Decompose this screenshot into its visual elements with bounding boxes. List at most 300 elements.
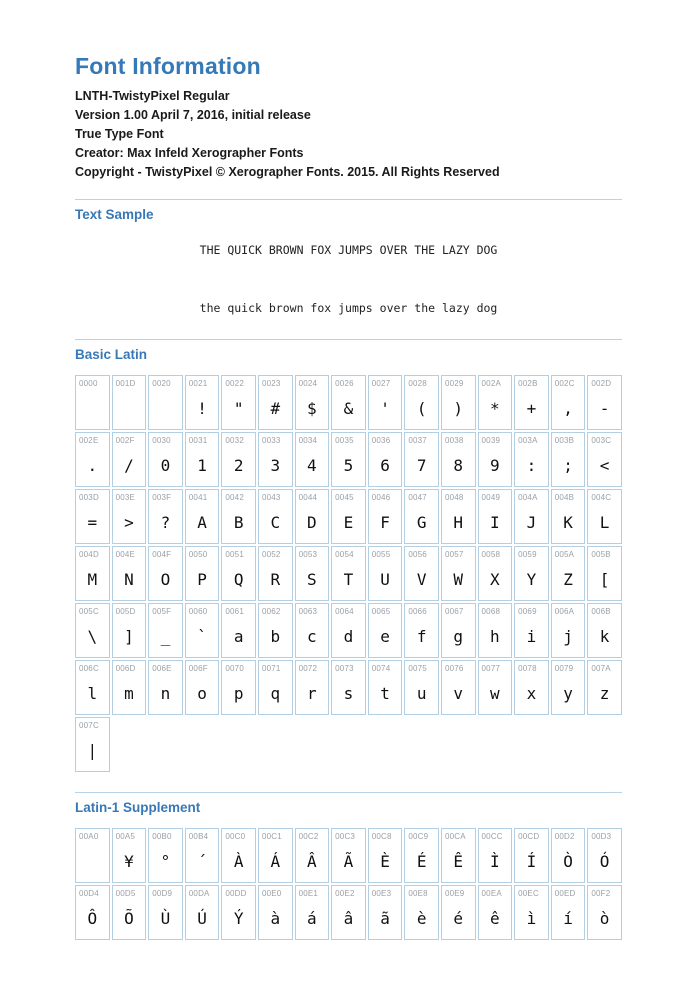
glyph-cell [75, 489, 110, 544]
glyph-character: : [526, 456, 537, 475]
glyph-code-label: 00A0 [79, 832, 99, 841]
glyph-code-label: 00CC [481, 832, 503, 841]
glyph-character: < [599, 456, 610, 475]
glyph-character: Ù [160, 909, 171, 928]
glyph-character: , [563, 399, 573, 418]
glyph-cell [551, 375, 586, 430]
glyph-character: â [343, 909, 354, 928]
document-page [75, 0, 622, 940]
glyph-cell [295, 660, 330, 715]
glyph-cell [368, 885, 403, 940]
glyph-character: A [197, 513, 207, 532]
glyph-character: ê [490, 909, 500, 928]
glyph-character: L [599, 513, 610, 532]
glyph-character: S [307, 570, 317, 589]
glyph-cell [331, 375, 366, 430]
glyph-code-label: 006D [115, 664, 136, 673]
glyph-code-label: 00ED [554, 889, 576, 898]
glyph-table-row [75, 546, 622, 601]
font-creator-line: Creator: Max Infeld Xerographer Fonts [75, 146, 304, 160]
glyph-code-label: 0064 [335, 607, 354, 616]
glyph-cell [404, 375, 439, 430]
glyph-cell [75, 885, 110, 940]
latin1-supplement-glyph-table [75, 828, 622, 940]
text-sample-heading: Text Sample [75, 207, 154, 222]
section-divider [75, 339, 622, 340]
glyph-code-label: 0039 [481, 436, 501, 445]
glyph-cell [185, 375, 220, 430]
glyph-cell [478, 432, 513, 487]
glyph-character: K [563, 513, 573, 532]
glyph-code-label: 0079 [554, 664, 574, 673]
glyph-character: t [380, 684, 390, 703]
font-version-line: Version 1.00 April 7, 2016, initial release [75, 108, 311, 122]
glyph-code-label: 007A [591, 664, 611, 673]
glyph-character: 3 [270, 456, 281, 475]
glyph-code-label: 00CD [518, 832, 540, 841]
glyph-cell [587, 375, 622, 430]
glyph-code-label: 00CA [444, 832, 466, 841]
glyph-cell [258, 432, 293, 487]
glyph-code-label: 006C [79, 664, 99, 673]
glyph-character: ° [160, 852, 171, 871]
glyph-cell [551, 603, 586, 658]
glyph-character: - [599, 399, 610, 418]
glyph-character: J [526, 513, 537, 532]
glyph-character: x [526, 684, 537, 703]
latin1-supplement-heading: Latin-1 Supplement [75, 800, 201, 815]
glyph-code-label: 0024 [298, 379, 318, 388]
glyph-code-label: 0020 [152, 379, 171, 388]
glyph-code-label: 005C [79, 607, 99, 616]
glyph-cell [295, 603, 330, 658]
glyph-code-label: 00C8 [371, 832, 392, 841]
glyph-code-label: 00D9 [152, 889, 173, 898]
glyph-code-label: 0038 [444, 436, 464, 445]
glyph-cell [514, 432, 549, 487]
glyph-code-label: 0060 [188, 607, 208, 616]
glyph-cell [258, 660, 293, 715]
glyph-code-label: 00C2 [298, 832, 319, 841]
glyph-character: + [526, 399, 537, 418]
glyph-code-label: 0074 [371, 664, 391, 673]
glyph-character: Â [307, 852, 317, 871]
glyph-code-label: 0077 [481, 664, 501, 673]
glyph-code-label: 00E9 [444, 889, 465, 898]
glyph-character: v [453, 684, 464, 703]
glyph-character: à [270, 909, 281, 928]
glyph-cell [368, 660, 403, 715]
glyph-code-label: 0072 [298, 664, 318, 673]
glyph-cell [404, 885, 439, 940]
glyph-cell [295, 546, 330, 601]
glyph-code-label: 004A [518, 493, 538, 502]
glyph-cell [148, 660, 183, 715]
glyph-cell [551, 489, 586, 544]
glyph-cell [587, 546, 622, 601]
glyph-character: è [416, 909, 427, 928]
glyph-code-label: 0078 [518, 664, 537, 673]
glyph-code-label: 0021 [188, 379, 208, 388]
glyph-code-label: 0042 [225, 493, 244, 502]
glyph-cell [404, 546, 439, 601]
glyph-cell [258, 546, 293, 601]
glyph-code-label: 0046 [371, 493, 391, 502]
glyph-character: a [233, 627, 244, 646]
glyph-code-label: 003E [115, 493, 136, 502]
glyph-cell [404, 660, 439, 715]
glyph-cell [551, 885, 586, 940]
glyph-code-label: 0044 [298, 493, 318, 502]
glyph-character: Y [526, 570, 537, 589]
glyph-character: ; [563, 456, 573, 475]
glyph-code-label: 00E0 [261, 889, 282, 898]
font-type-line: True Type Font [75, 127, 164, 141]
glyph-character: Z [563, 570, 573, 589]
glyph-code-label: 002A [481, 379, 502, 388]
glyph-table-row [75, 717, 622, 772]
glyph-code-label: 005B [591, 550, 611, 559]
glyph-cell [514, 489, 549, 544]
glyph-character: é [453, 909, 464, 928]
font-info-block [75, 87, 622, 182]
glyph-cell [75, 660, 110, 715]
glyph-code-label: 003D [79, 493, 99, 502]
glyph-cell [551, 432, 586, 487]
glyph-table-row [75, 375, 622, 430]
glyph-cell [75, 717, 110, 772]
glyph-cell [148, 603, 183, 658]
glyph-character: j [563, 627, 573, 646]
glyph-character: Í [526, 852, 537, 871]
glyph-code-label: 0073 [335, 664, 354, 673]
glyph-cell [551, 828, 586, 883]
glyph-cell [368, 828, 403, 883]
glyph-code-label: 0043 [261, 493, 281, 502]
glyph-code-label: 0045 [335, 493, 354, 502]
glyph-cell [368, 432, 403, 487]
glyph-character: Ó [599, 852, 610, 871]
glyph-code-label: 005A [554, 550, 575, 559]
glyph-character: c [307, 627, 317, 646]
glyph-cell [478, 885, 513, 940]
glyph-code-label: 0056 [408, 550, 427, 559]
glyph-code-label: 00D3 [591, 832, 612, 841]
glyph-character: É [416, 852, 427, 871]
glyph-cell [185, 489, 220, 544]
glyph-code-label: 006F [188, 664, 208, 673]
glyph-code-label: 00C1 [261, 832, 282, 841]
glyph-character: u [416, 684, 427, 703]
glyph-code-label: 0061 [225, 607, 244, 616]
glyph-character: Á [270, 852, 281, 871]
glyph-character: z [599, 684, 610, 703]
glyph-code-label: 002F [115, 436, 135, 445]
glyph-cell [185, 546, 220, 601]
glyph-cell [587, 828, 622, 883]
glyph-code-label: 003C [591, 436, 612, 445]
glyph-code-label: 005F [152, 607, 172, 616]
glyph-cell [368, 546, 403, 601]
glyph-cell [514, 660, 549, 715]
glyph-character: á [307, 909, 317, 928]
glyph-code-label: 0030 [152, 436, 171, 445]
glyph-cell [478, 828, 513, 883]
glyph-character: C [270, 513, 281, 532]
glyph-character: U [380, 570, 390, 589]
glyph-code-label: 0053 [298, 550, 318, 559]
glyph-code-label: 002C [554, 379, 575, 388]
glyph-character: " [233, 399, 244, 418]
glyph-code-label: 0065 [371, 607, 391, 616]
glyph-character: ã [380, 909, 390, 928]
glyph-character: E [343, 513, 354, 532]
glyph-cell [185, 828, 220, 883]
glyph-character: N [124, 570, 134, 589]
glyph-code-label: 0062 [261, 607, 281, 616]
glyph-character: p [233, 684, 244, 703]
glyph-cell [148, 546, 183, 601]
glyph-cell [258, 375, 293, 430]
glyph-code-label: 00C0 [225, 832, 246, 841]
glyph-cell [478, 660, 513, 715]
glyph-cell [404, 828, 439, 883]
glyph-code-label: 0066 [408, 607, 427, 616]
glyph-code-label: 002E [79, 436, 99, 445]
glyph-code-label: 0023 [261, 379, 281, 388]
glyph-cell [587, 885, 622, 940]
glyph-code-label: 0028 [408, 379, 427, 388]
glyph-character: e [380, 627, 390, 646]
glyph-code-label: 003B [554, 436, 575, 445]
glyph-character: T [343, 570, 354, 589]
basic-latin-heading: Basic Latin [75, 347, 148, 362]
glyph-character: ? [160, 513, 171, 532]
glyph-character: 0 [160, 456, 171, 475]
glyph-cell [441, 375, 476, 430]
glyph-character: ì [526, 909, 537, 928]
glyph-cell [478, 489, 513, 544]
glyph-code-label: 00A5 [115, 832, 136, 841]
glyph-character: W [453, 570, 464, 589]
glyph-code-label: 006E [152, 664, 172, 673]
glyph-character: í [563, 909, 573, 928]
glyph-character: D [307, 513, 317, 532]
glyph-code-label: 007C [79, 721, 99, 730]
glyph-cell [587, 603, 622, 658]
glyph-cell [587, 489, 622, 544]
glyph-cell [441, 603, 476, 658]
glyph-code-label: 0071 [261, 664, 281, 673]
glyph-code-label: 0049 [481, 493, 501, 502]
glyph-code-label: 0033 [261, 436, 281, 445]
glyph-cell [478, 546, 513, 601]
glyph-character: H [453, 513, 464, 532]
glyph-code-label: 0037 [408, 436, 427, 445]
glyph-cell [331, 603, 366, 658]
glyph-cell [441, 885, 476, 940]
glyph-cell [148, 489, 183, 544]
glyph-character: Ò [563, 852, 573, 871]
glyph-character: ] [124, 627, 134, 646]
glyph-code-label: 005D [115, 607, 136, 616]
glyph-code-label: 006A [554, 607, 575, 616]
glyph-character: l [87, 684, 98, 703]
glyph-character: ò [599, 909, 610, 928]
glyph-code-label: 00C9 [408, 832, 429, 841]
glyph-cell [331, 489, 366, 544]
glyph-character: È [380, 852, 390, 871]
glyph-character: > [124, 513, 134, 532]
glyph-character: ` [197, 627, 207, 646]
glyph-character: Ì [490, 852, 500, 871]
glyph-code-label: 002B [518, 379, 538, 388]
glyph-character: V [416, 570, 427, 589]
glyph-code-label: 0047 [408, 493, 427, 502]
glyph-cell [221, 828, 256, 883]
glyph-cell [551, 546, 586, 601]
glyph-cell [75, 828, 110, 883]
glyph-character: w [490, 684, 500, 703]
glyph-character: 9 [490, 456, 500, 475]
glyph-cell [404, 603, 439, 658]
glyph-cell [75, 432, 110, 487]
glyph-character: = [87, 513, 98, 532]
glyph-code-label: 00D2 [554, 832, 575, 841]
glyph-cell [112, 603, 147, 658]
glyph-character: f [416, 627, 427, 646]
glyph-cell [75, 603, 110, 658]
glyph-cell [221, 885, 256, 940]
glyph-character: I [490, 513, 500, 532]
glyph-character: s [343, 684, 354, 703]
glyph-cell [148, 375, 183, 430]
sample-text-lowercase: the quick brown fox jumps over the lazy dog [199, 301, 498, 315]
glyph-character: o [197, 684, 207, 703]
glyph-code-label: 002D [591, 379, 612, 388]
glyph-code-label: 0063 [298, 607, 318, 616]
glyph-code-label: 0050 [188, 550, 208, 559]
glyph-cell [514, 603, 549, 658]
glyph-code-label: 00F2 [591, 889, 611, 898]
glyph-code-label: 0031 [188, 436, 208, 445]
glyph-code-label: 0054 [335, 550, 354, 559]
glyph-code-label: 004D [79, 550, 99, 559]
glyph-code-label: 004C [591, 493, 612, 502]
glyph-character: . [87, 456, 98, 475]
glyph-code-label: 00E2 [335, 889, 355, 898]
glyph-character: F [380, 513, 390, 532]
glyph-character: Ê [453, 852, 464, 871]
glyph-code-label: 0036 [371, 436, 391, 445]
glyph-character: 7 [416, 456, 427, 475]
glyph-character: _ [160, 627, 171, 646]
glyph-code-label: 00B4 [188, 832, 209, 841]
glyph-character: d [343, 627, 354, 646]
glyph-character: & [343, 399, 354, 418]
glyph-code-label: 003F [152, 493, 172, 502]
glyph-character: ! [197, 399, 207, 418]
glyph-cell [221, 432, 256, 487]
glyph-cell [368, 375, 403, 430]
glyph-cell [221, 546, 256, 601]
glyph-code-label: 0000 [79, 379, 98, 388]
glyph-character: ( [416, 399, 427, 418]
glyph-character: B [233, 513, 244, 532]
glyph-character: | [87, 741, 98, 760]
glyph-code-label: 0076 [444, 664, 464, 673]
glyph-table-row [75, 489, 622, 544]
glyph-character: k [599, 627, 610, 646]
glyph-character: ' [380, 399, 390, 418]
glyph-code-label: 00E3 [371, 889, 392, 898]
glyph-cell [221, 375, 256, 430]
glyph-character: ) [453, 399, 464, 418]
glyph-character: * [490, 399, 500, 418]
glyph-character: X [490, 570, 500, 589]
glyph-character: g [453, 627, 464, 646]
glyph-character: P [197, 570, 207, 589]
glyph-cell [331, 546, 366, 601]
glyph-code-label: 00E8 [408, 889, 428, 898]
glyph-cell [587, 660, 622, 715]
glyph-cell [258, 489, 293, 544]
glyph-cell [551, 660, 586, 715]
glyph-cell [295, 885, 330, 940]
glyph-character: G [416, 513, 427, 532]
glyph-code-label: 0029 [444, 379, 464, 388]
glyph-code-label: 00D4 [79, 889, 99, 898]
glyph-code-label: 0059 [518, 550, 537, 559]
glyph-cell [441, 546, 476, 601]
glyph-character: / [124, 456, 134, 475]
glyph-character: b [270, 627, 281, 646]
basic-latin-glyph-table [75, 375, 622, 772]
glyph-table-row [75, 603, 622, 658]
glyph-code-label: 0034 [298, 436, 318, 445]
glyph-cell [221, 603, 256, 658]
glyph-cell [331, 885, 366, 940]
glyph-code-label: 00DA [188, 889, 210, 898]
glyph-cell [295, 375, 330, 430]
glyph-cell [441, 828, 476, 883]
section-divider [75, 792, 622, 793]
glyph-cell [75, 546, 110, 601]
glyph-character: \ [87, 627, 98, 646]
glyph-character: Õ [124, 909, 134, 928]
glyph-code-label: 0041 [188, 493, 208, 502]
glyph-cell [368, 603, 403, 658]
glyph-code-label: 0051 [225, 550, 244, 559]
section-divider [75, 199, 622, 200]
glyph-character: y [563, 684, 573, 703]
glyph-cell [331, 660, 366, 715]
glyph-character: ´ [197, 852, 207, 871]
glyph-cell [478, 603, 513, 658]
glyph-cell [221, 660, 256, 715]
glyph-code-label: 00C3 [335, 832, 356, 841]
glyph-code-label: 0058 [481, 550, 501, 559]
glyph-table-row [75, 432, 622, 487]
glyph-code-label: 00B0 [152, 832, 172, 841]
glyph-table-row [75, 885, 622, 940]
glyph-cell [185, 660, 220, 715]
glyph-cell [75, 375, 110, 430]
glyph-character: 8 [453, 456, 464, 475]
glyph-character: Q [233, 570, 244, 589]
glyph-cell [441, 489, 476, 544]
glyph-character: 5 [343, 456, 354, 475]
